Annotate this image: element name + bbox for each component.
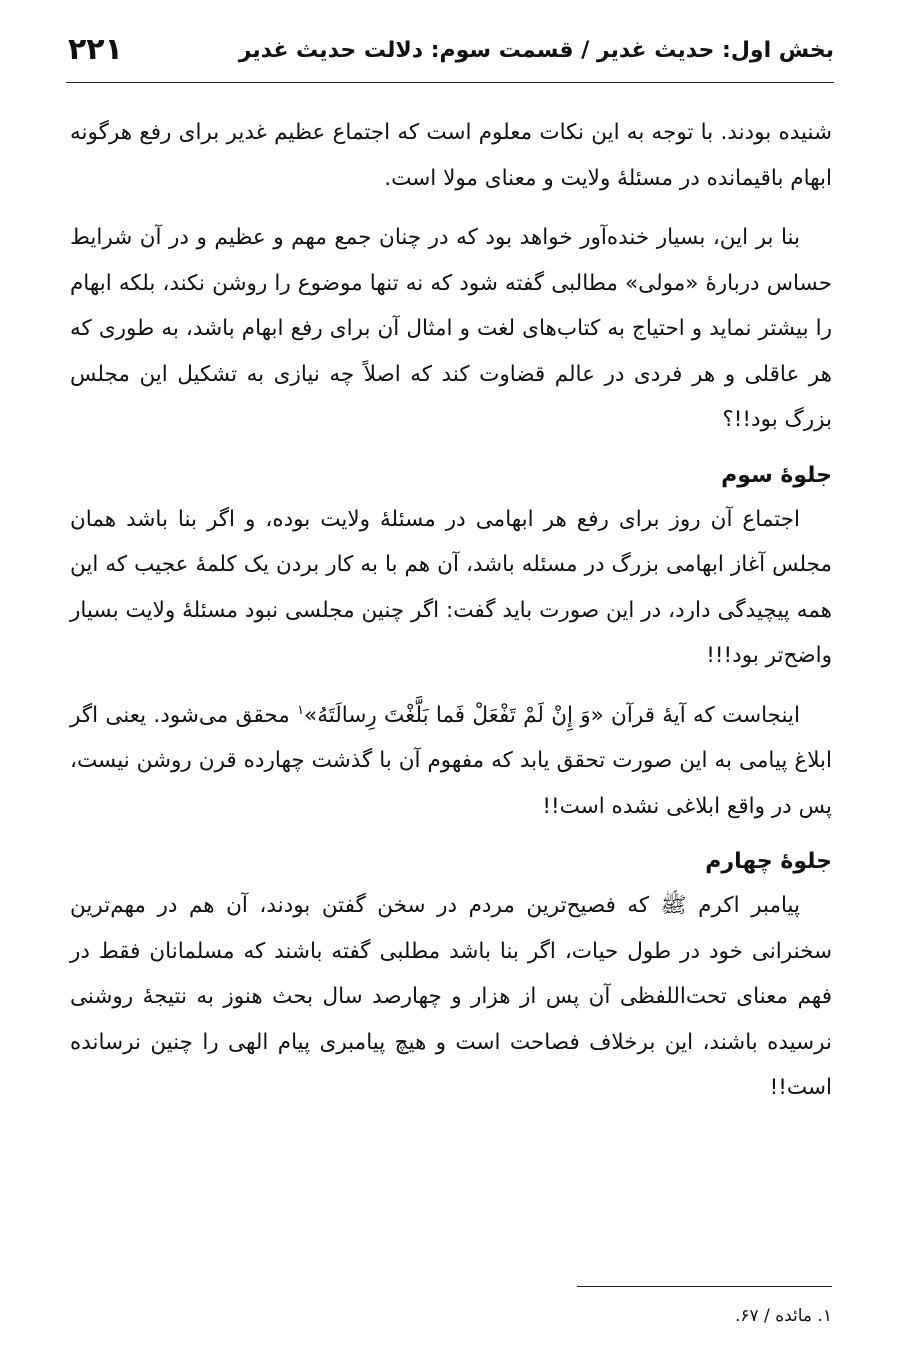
footnote-reference: ۱	[297, 702, 305, 718]
header-title: بخش اول: حدیث غدیر / قسمت سوم: دلالت حدیث غدیر	[238, 38, 834, 63]
paragraph-continuation: شنیده بودند. با توجه به این نکات معلوم است که اجتماع عظیم غدیر برای رفع هرگونه ابهام باقیمانده در مسئلهٔ ولایت و معنای مولا است.	[70, 120, 832, 191]
section-heading-third: جلوهٔ سوم	[721, 462, 832, 488]
paragraph-fourth-aspect: پیامبر اکرم ﷺ که فصیح‌ترین مردم در سخن گفتن بودند، آن هم در مهم‌ترین سخنرانی خود در طول حیات، اگر بنا باشد مطلبی گفته باشند که مسلمانان فقط در فهم معنای تحت‌اللفظی آن پس از هزار و چهارصد سال بحث هنوز به نتیجهٔ روشنی نرسیده باشند، این برخلاف فصاحت است و هیچ پیامبری پیام الهی را چنین نرسانده است!!	[70, 893, 832, 1100]
page-number: ۲۲۱	[68, 32, 123, 67]
footnote: ۱. مائده / ۶۷.	[734, 1306, 832, 1326]
paragraph-quran-verse	[70, 693, 832, 830]
verse-continuation: محقق می‌شود. یعنی اگر ابلاغ پیامی به این صورت تحقق یابد که مفهوم آن با گذشت چهارده قرن روشن نیست، پس در واقع ابلاغی نشده است!!	[70, 702, 832, 819]
body-text	[70, 110, 832, 1125]
running-header	[66, 32, 834, 83]
footnote-divider	[577, 1286, 832, 1287]
paragraph-third-aspect: اجتماع آن روز برای رفع هر ابهامی در مسئلهٔ ولایت بوده، و اگر بنا باشد همان مجلس آغاز ابهامی بزرگ در مسئله باشد، آن هم با به کار بردن یک کلمهٔ عجیب که این همه پیچیدگی دارد، در این صورت باید گفت: اگر چنین مجلسی نبود مسئلهٔ ولایت بسیار واضح‌تر بود!!!	[70, 506, 832, 668]
section-heading-fourth: جلوهٔ چهارم	[705, 849, 832, 874]
verse-text: اینجاست که آیهٔ قرآن «وَ إِنْ لَمْ تَفْعَلْ فَما بَلَّغْتَ رِسالَتَهُ»	[304, 702, 800, 728]
paragraph-conclusion: بنا بر این، بسیار خنده‌آور خواهد بود که در چنان جمع مهم و عظیم و در آن شرایط حساس دربارهٔ «مولی» مطالبی گفته شود که نه تنها موضوع را روشن نکند، بلکه ابهام را بیشتر نماید و احتیاج به کتاب‌های لغت و امثال آن برای رفع ابهام باشد، به طوری که هر عاقلی و هر فردی در عالم قضاوت کند که اصلاً چه نیازی به تشکیل این مجلس بزرگ بود!!؟	[70, 225, 832, 432]
